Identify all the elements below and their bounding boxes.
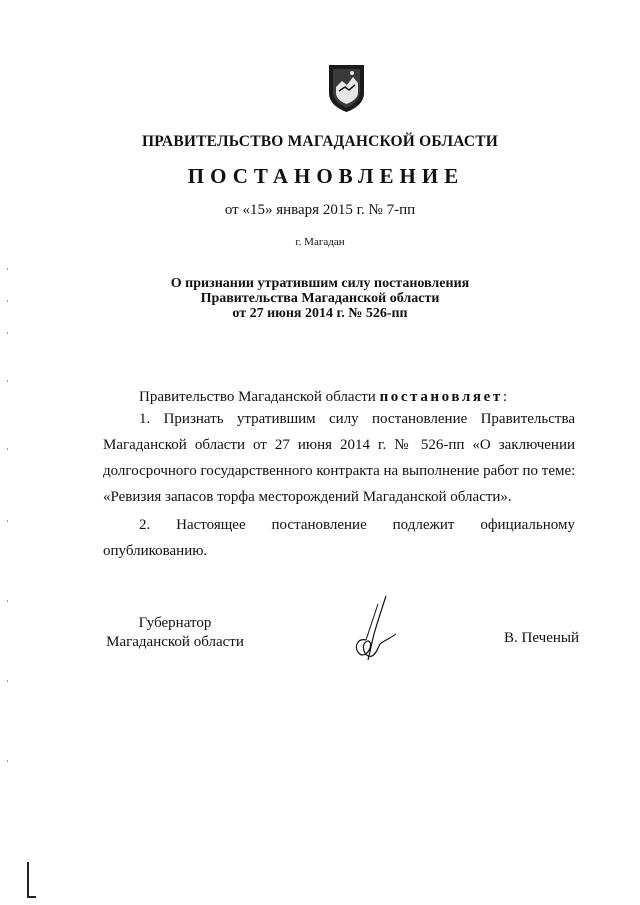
scan-margin-mark (7, 448, 8, 450)
paragraph-2 (103, 512, 575, 564)
paragraph-line: опубликованию. (103, 543, 208, 559)
coat-of-arms-icon (327, 63, 366, 113)
subject-line: Правительства Магаданской области (200, 291, 440, 306)
subject-line: О признании утратившим силу постановления (170, 276, 470, 291)
scan-margin-mark (7, 300, 8, 302)
paragraph-line: 2. Настоящее постановление подлежит официальному (139, 517, 575, 533)
scan-corner-mark (27, 862, 29, 898)
signatory-position: Губернатор (138, 615, 212, 631)
paragraph-line: долгосрочного государственного контракта на выполнение работ по теме: (103, 463, 575, 479)
signatory-title (100, 614, 250, 652)
government-name: ПРАВИТЕЛЬСТВО МАГАДАНСКОЙ ОБЛАСТИ (141, 133, 499, 150)
paragraph-line: «Ревизия запасов торфа месторождений Магаданской области». (103, 489, 512, 505)
subject-line: от 27 июня 2014 г. № 526-пп (232, 306, 408, 321)
scan-margin-mark (7, 680, 8, 682)
paragraph-line: Магаданской области от 27 июня 2014 г. № 526-пп «О заключении (103, 437, 575, 453)
scan-margin-mark (7, 332, 8, 334)
scan-margin-mark (7, 268, 8, 270)
scan-margin-mark (7, 600, 8, 602)
scan-margin-mark (7, 380, 8, 382)
intro-suffix: : (502, 389, 508, 405)
intro-prefix: Правительство Магаданской области (139, 389, 380, 405)
date-and-number: от «15» января 2015 г. № 7-пп (224, 202, 416, 218)
scan-corner-mark (27, 896, 36, 898)
signatory-region: Магаданской области (106, 634, 244, 650)
signatory-name: В. Печеный (504, 630, 579, 646)
paragraph-line: 1. Признать утратившим силу постановление Правительства (139, 411, 575, 427)
city: г. Магадан (295, 236, 345, 248)
document-subject (0, 276, 640, 321)
intro-verb: постановляет (379, 389, 503, 405)
handwritten-signature (348, 594, 398, 664)
scan-margin-mark (7, 520, 8, 522)
scan-margin-mark (7, 760, 8, 762)
document-type: ПОСТАНОВЛЕНИЕ (187, 164, 465, 188)
paragraph-1 (103, 406, 575, 510)
